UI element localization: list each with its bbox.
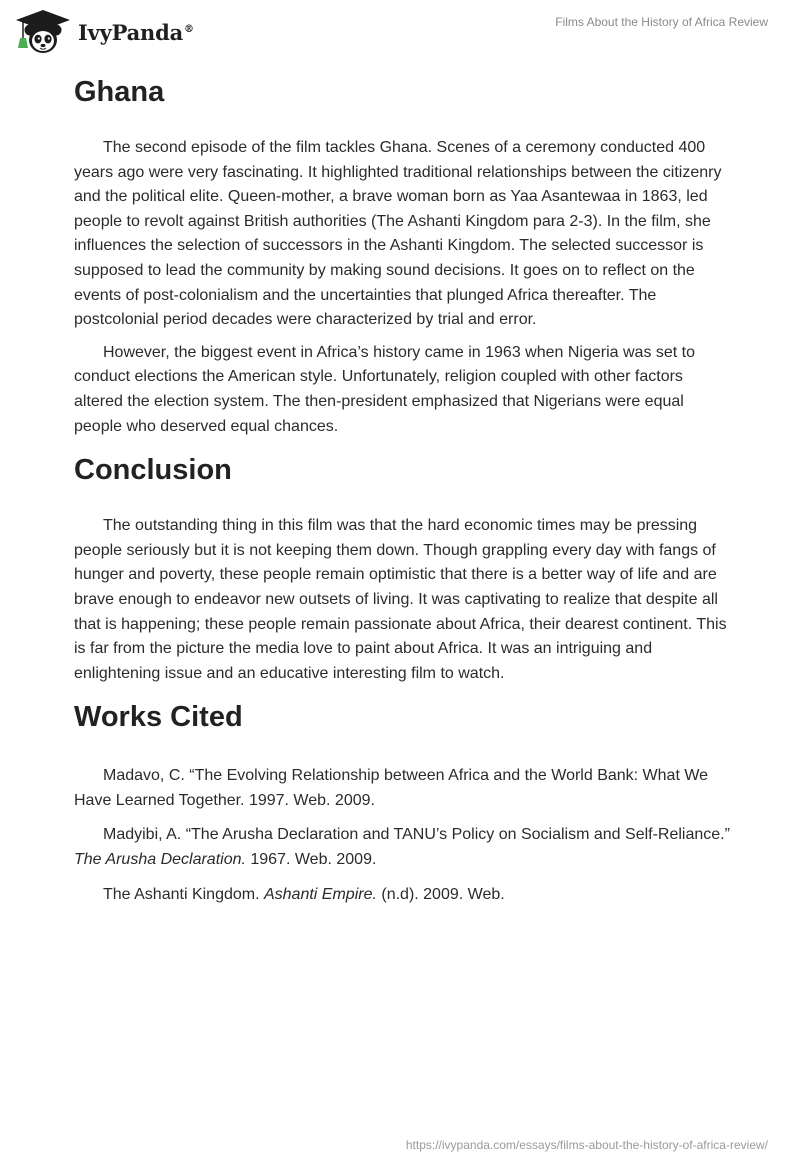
- paragraph: The outstanding thing in this film was that the hard economic times may be pressing people seriously but it is not keeping them down. Though grappling every day with fangs of hunger and poverty, these people remain optimistic that there is a better way of life and are brave enough to endeavor new outsets of living. It was captivating to realize that despite all that is happening; these people remain passionate about Africa, their dearest continent. This is far from the picture the media love to paint about Africa. It was an intriguing and enlightening issue and an educative interesting film to watch.: [74, 517, 727, 682]
- section-conclusion: [74, 451, 734, 686]
- section-heading: Ghana: [74, 76, 165, 108]
- citation-entry: Madavo, C. “The Evolving Relationship between Africa and the World Bank: What We Have Learned Together. 1997. Web. 2009.: [74, 767, 709, 809]
- citation-entry: The Ashanti Kingdom. Ashanti Empire. (n.d). 2009. Web.: [103, 885, 505, 903]
- citation-title: Ashanti Empire.: [263, 885, 377, 903]
- page-header: [0, 0, 800, 60]
- essay-content: [74, 73, 734, 907]
- registered-mark: ®: [184, 23, 194, 35]
- panda-graduate-icon: [14, 8, 72, 56]
- citation-title: The Arusha Declaration.: [74, 851, 246, 869]
- citation-entry: Madyibi, A. “The Arusha Declaration and TANU’s Policy on Socialism and Self-Reliance.” The Arusha Declaration. 1967. Web. 2009.: [74, 826, 730, 869]
- section-works-cited: [74, 698, 734, 907]
- section-heading: Conclusion: [74, 454, 232, 487]
- document-title: Films About the History of Africa Review: [555, 15, 768, 29]
- ivypanda-logo[interactable]: [14, 8, 194, 56]
- paragraph: The second episode of the film tackles Ghana. Scenes of a ceremony conducted 400 years ago were very fascinating. It highlighted traditional relationships between the citizenry and the political elite. Queen-mother, a brave woman born as Yaa Asantewaa in 1863, led people to revolt against British authorities (The Ashanti Kingdom para 2-3). In the film, she influences the selection of successors in the Ashanti Kingdom. The selected successor is supposed to lead the community by making sound decisions. It goes on to reflect on the events of post-colonialism and the uncertainties that plunged Africa thereafter. The postcolonial period decades were characterized by trial and error.: [74, 139, 722, 329]
- source-url[interactable]: https://ivypanda.com/essays/films-about-the-history-of-africa-review/: [405, 1138, 768, 1152]
- brand-name: IvyPanda®: [78, 19, 194, 45]
- section-ghana: [74, 73, 734, 439]
- paragraph: However, the biggest event in Africa’s history came in 1963 when Nigeria was set to conduct elections the American style. Unfortunately, religion coupled with other factors altered the election system. The then-president emphasized that Nigerians were equal people who deserved equal chances.: [74, 343, 696, 435]
- section-heading: Works Cited: [74, 701, 243, 734]
